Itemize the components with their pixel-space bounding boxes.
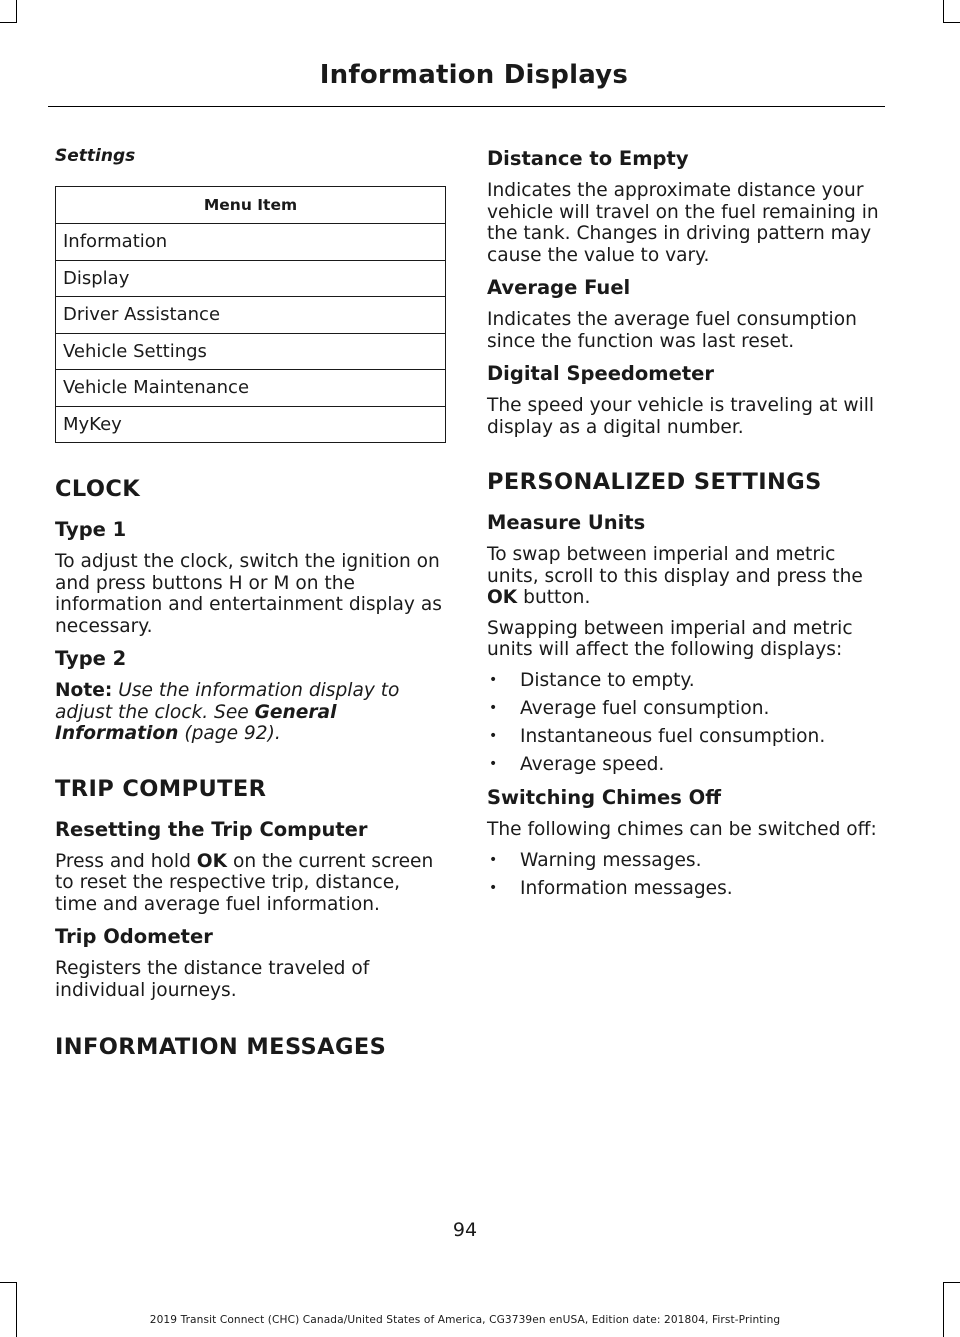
edition-footer: 2019 Transit Connect (CHC) Canada/United States of America, CG3739en enUSA, Edition date: 201804, First-Printing: [149, 1314, 781, 1326]
heading-switching-chimes-off: Switching Chimes Off: [487, 786, 722, 809]
measure-units-text: [487, 544, 882, 609]
list-item: • Distance to empty.: [487, 670, 882, 692]
heading-resetting-trip-computer: Resetting the Trip Computer: [55, 817, 368, 841]
clock-note: [55, 680, 447, 745]
table-row: Vehicle Maintenance: [56, 370, 446, 407]
heading-trip-odometer: Trip Odometer: [55, 925, 213, 948]
heading-type-2: Type 2: [55, 647, 127, 670]
reset-text-end: on the current screen to reset the respective trip, distance, time and average fuel information.: [55, 850, 434, 915]
heading-digital-speedometer: Digital Speedometer: [487, 362, 714, 385]
digital-speedometer-text: The speed your vehicle is traveling at will display as a digital number.: [487, 395, 875, 438]
list-item: • Instantaneous fuel consumption.: [487, 726, 882, 748]
swap-units-list: [487, 670, 882, 776]
general-information-link[interactable]: General Information: [55, 701, 337, 744]
list-item: • Average fuel consumption.: [487, 698, 882, 720]
measure-text-end: button.: [523, 587, 591, 608]
swap-units-text: Swapping between imperial and metric units will affect the following displays:: [487, 617, 853, 660]
settings-label: Settings: [55, 146, 136, 166]
distance-to-empty-text: Indicates the approximate distance your vehicle will travel on the fuel remaining in the tank. Changes in driving pattern may cause the value to vary.: [487, 180, 879, 266]
table-row: Display: [56, 260, 446, 297]
table-row: Driver Assistance: [56, 297, 446, 334]
heading-distance-to-empty: Distance to Empty: [487, 147, 689, 170]
odometer-text: Registers the distance traveled of individual journeys.: [55, 958, 370, 1001]
note-page-ref: (page 92).: [184, 723, 281, 744]
crop-mark: [943, 22, 960, 23]
section-title-clock: CLOCK: [55, 476, 141, 502]
menu-items-table: [55, 186, 446, 443]
ok-button-label: OK: [196, 850, 228, 872]
measure-text-start: To swap between imperial and metric units, scroll to this display and press the: [487, 544, 863, 587]
heading-average-fuel: Average Fuel: [487, 276, 631, 299]
page-number: 94: [452, 1219, 478, 1241]
chimes-list: [487, 850, 882, 900]
chimes-text: The following chimes can be switched off:: [487, 819, 877, 840]
crop-mark: [0, 22, 17, 23]
reset-text: [55, 851, 447, 916]
crop-mark: [943, 1282, 944, 1337]
list-item: • Average speed.: [487, 754, 882, 776]
left-column: [55, 140, 447, 1061]
table-row: Vehicle Settings: [56, 333, 446, 370]
heading-measure-units: Measure Units: [487, 511, 646, 534]
right-column: [487, 140, 882, 906]
table-header: Menu Item: [56, 187, 446, 224]
average-fuel-text: Indicates the average fuel consumption since the function was last reset.: [487, 309, 857, 352]
table-row: Information: [56, 224, 446, 261]
note-label: Note:: [55, 680, 113, 701]
section-title-personalized-settings: PERSONALIZED SETTINGS: [487, 469, 822, 495]
section-title-trip-computer: TRIP COMPUTER: [55, 775, 267, 802]
crop-mark: [16, 0, 17, 22]
list-item: • Warning messages.: [487, 850, 882, 872]
crop-mark: [943, 1282, 960, 1283]
crop-mark: [943, 0, 944, 22]
page-title: Information Displays: [319, 60, 628, 90]
header-divider: [48, 106, 885, 107]
section-title-information-messages: INFORMATION MESSAGES: [55, 1034, 387, 1060]
ok-button-label: OK: [487, 587, 518, 608]
table-row: MyKey: [56, 406, 446, 443]
type-1-text: To adjust the clock, switch the ignition on and press buttons H or M on the information and entertainment display as necessary.: [55, 551, 442, 637]
crop-mark: [0, 1282, 17, 1283]
note-text: Use the information display to adjust the clock. See: [55, 680, 400, 723]
list-item: • Information messages.: [487, 878, 882, 900]
crop-mark: [16, 1282, 17, 1337]
heading-type-1: Type 1: [55, 518, 127, 541]
reset-text-start: Press and hold: [55, 850, 191, 872]
